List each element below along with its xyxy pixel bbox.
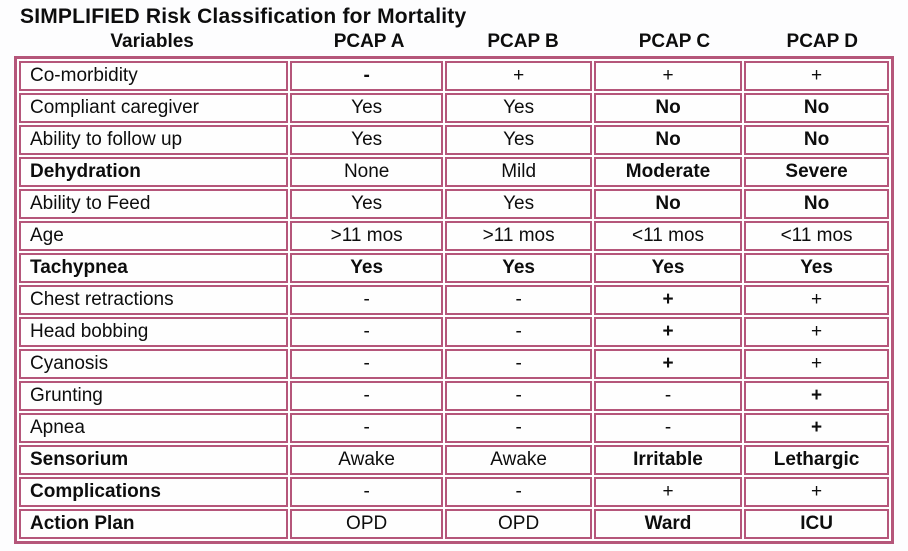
- row-label: Co-morbidity: [19, 61, 288, 91]
- table-row: [19, 509, 889, 539]
- table-row: [19, 349, 889, 379]
- cell-value: -: [290, 477, 443, 507]
- column-header-pcap-b: PCAP B: [487, 31, 559, 52]
- cell-value: ICU: [744, 509, 889, 539]
- cell-value: -: [290, 413, 443, 443]
- cell-value: Yes: [445, 125, 592, 155]
- cell-value: -: [290, 381, 443, 411]
- cell-value: -: [445, 381, 592, 411]
- cell-value: Yes: [290, 189, 443, 219]
- row-label: Complications: [19, 477, 288, 507]
- cell-value: No: [744, 189, 889, 219]
- cell-value: +: [594, 349, 742, 379]
- cell-value: Awake: [445, 445, 592, 475]
- cell-value: <11 mos: [744, 221, 889, 251]
- cell-value: -: [290, 285, 443, 315]
- cell-value: Yes: [290, 93, 443, 123]
- page-title: SIMPLIFIED Risk Classification for Mortality: [20, 5, 467, 28]
- cell-value: No: [744, 93, 889, 123]
- row-label: Grunting: [19, 381, 288, 411]
- row-label: Dehydration: [19, 157, 288, 187]
- cell-value: +: [445, 61, 592, 91]
- cell-value: Yes: [445, 253, 592, 283]
- cell-value: Mild: [445, 157, 592, 187]
- row-label: Age: [19, 221, 288, 251]
- cell-value: +: [744, 317, 889, 347]
- row-label: Chest retractions: [19, 285, 288, 315]
- row-label: Action Plan: [19, 509, 288, 539]
- cell-value: -: [445, 285, 592, 315]
- cell-value: No: [594, 125, 742, 155]
- cell-value: Yes: [594, 253, 742, 283]
- cell-value: <11 mos: [594, 221, 742, 251]
- table-row: [19, 221, 889, 251]
- table-row: [19, 189, 889, 219]
- cell-value: Awake: [290, 445, 443, 475]
- row-label: Head bobbing: [19, 317, 288, 347]
- cell-value: Yes: [290, 125, 443, 155]
- table-row: [19, 445, 889, 475]
- row-label: Cyanosis: [19, 349, 288, 379]
- table-row: [19, 125, 889, 155]
- column-header-pcap-d: PCAP D: [786, 31, 858, 52]
- column-header-variables: Variables: [110, 31, 194, 52]
- cell-value: +: [744, 477, 889, 507]
- cell-value: Yes: [445, 93, 592, 123]
- cell-value: -: [594, 413, 742, 443]
- cell-value: +: [744, 285, 889, 315]
- cell-value: -: [445, 349, 592, 379]
- cell-value: Severe: [744, 157, 889, 187]
- cell-value: +: [594, 285, 742, 315]
- cell-value: OPD: [445, 509, 592, 539]
- cell-value: -: [290, 349, 443, 379]
- cell-value: +: [744, 381, 889, 411]
- cell-value: Yes: [445, 189, 592, 219]
- row-label: Ability to Feed: [19, 189, 288, 219]
- cell-value: -: [445, 477, 592, 507]
- cell-value: No: [594, 189, 742, 219]
- cell-value: None: [290, 157, 443, 187]
- column-header-pcap-a: PCAP A: [333, 31, 405, 52]
- row-label: Ability to follow up: [19, 125, 288, 155]
- cell-value: >11 mos: [445, 221, 592, 251]
- cell-value: -: [445, 413, 592, 443]
- table-row: [19, 253, 889, 283]
- cell-value: -: [594, 381, 742, 411]
- table-row: [19, 381, 889, 411]
- cell-value: -: [290, 317, 443, 347]
- cell-value: +: [744, 413, 889, 443]
- risk-classification-table: [14, 56, 894, 544]
- row-label: Compliant caregiver: [19, 93, 288, 123]
- table-row: [19, 477, 889, 507]
- table-row: [19, 61, 889, 91]
- cell-value: +: [594, 317, 742, 347]
- cell-value: -: [445, 317, 592, 347]
- cell-value: Ward: [594, 509, 742, 539]
- cell-value: >11 mos: [290, 221, 443, 251]
- row-label: Apnea: [19, 413, 288, 443]
- cell-value: Moderate: [594, 157, 742, 187]
- table-header-row: [14, 31, 894, 53]
- table-row: [19, 413, 889, 443]
- cell-value: +: [744, 349, 889, 379]
- cell-value: +: [744, 61, 889, 91]
- column-header-pcap-c: PCAP C: [638, 31, 711, 52]
- cell-value: Lethargic: [744, 445, 889, 475]
- cell-value: Irritable: [594, 445, 742, 475]
- cell-value: No: [744, 125, 889, 155]
- row-label: Sensorium: [19, 445, 288, 475]
- cell-value: +: [594, 61, 742, 91]
- cell-value: Yes: [290, 253, 443, 283]
- cell-value: No: [594, 93, 742, 123]
- cell-value: Yes: [744, 253, 889, 283]
- table-row: [19, 285, 889, 315]
- table-row: [19, 93, 889, 123]
- table-row: [19, 157, 889, 187]
- cell-value: -: [290, 61, 443, 91]
- cell-value: +: [594, 477, 742, 507]
- cell-value: OPD: [290, 509, 443, 539]
- row-label: Tachypnea: [19, 253, 288, 283]
- table-row: [19, 317, 889, 347]
